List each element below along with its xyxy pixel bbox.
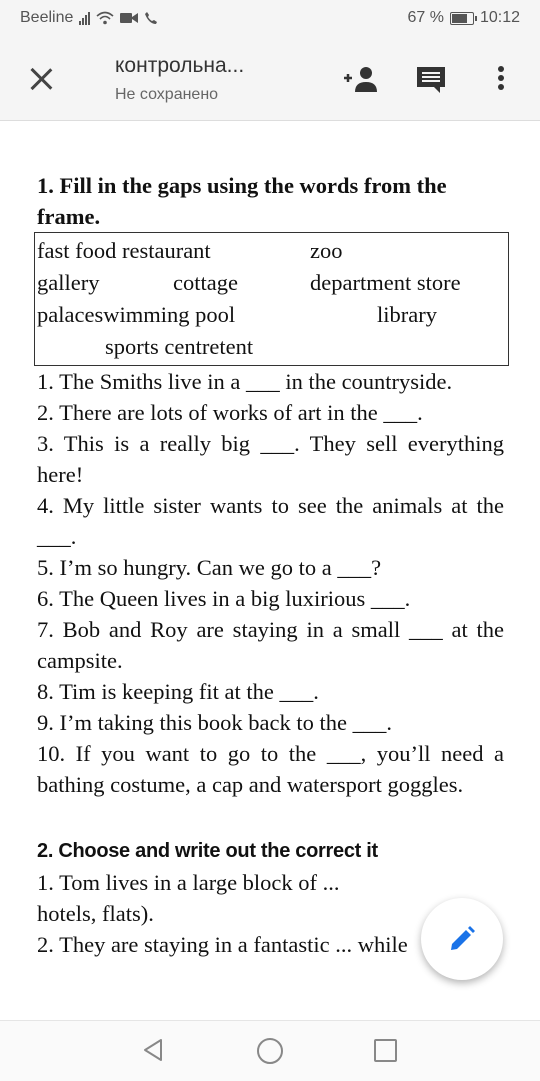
add-person-icon[interactable] <box>342 66 378 92</box>
sentence: 4. My little sister wants to see the animals at the ___. <box>37 493 504 549</box>
frame-word: library <box>377 302 437 327</box>
save-status: Не сохранено <box>115 86 219 103</box>
sentence: 1. The Smiths live in a ___ in the countryside. <box>37 369 453 394</box>
sentence: 6. The Queen lives in a big luxirious ___. <box>37 586 411 611</box>
sentence: 2. There are lots of works of art in the ___. <box>37 400 423 425</box>
clock: 10:12 <box>479 9 520 26</box>
battery-percent: 67 % <box>407 9 444 26</box>
home-icon[interactable] <box>257 1038 283 1064</box>
frame-word: fast food restaurant <box>37 238 211 263</box>
carrier-label: Beeline <box>20 9 74 26</box>
frame-word: department store <box>310 270 461 295</box>
sentence: 7. Bob and Roy are staying in a small ___ at the campsite. <box>37 617 504 673</box>
frame-word: palaceswimming pool <box>37 302 236 327</box>
signal-icon <box>79 11 90 25</box>
wifi-icon <box>96 11 114 25</box>
back-icon[interactable] <box>142 1038 164 1062</box>
edit-pencil-icon <box>449 926 475 952</box>
task-1-heading: 1. Fill in the gaps using the words from the frame. <box>37 173 447 229</box>
sentence: 9. I’m taking this book back to the ___. <box>37 710 392 735</box>
status-bar <box>0 0 540 38</box>
frame-word: cottage <box>173 270 238 295</box>
phone-icon <box>144 11 158 25</box>
sentence: 1. Tom lives in a large block of ... <box>37 870 340 895</box>
recents-icon[interactable] <box>374 1039 397 1062</box>
app-bar <box>0 38 540 121</box>
video-camera-icon <box>120 12 138 24</box>
frame-word: sports centretent <box>105 334 254 359</box>
document-title: контрольна... <box>115 54 245 77</box>
sentence: 3. This is a really big ___. They sell everything here! <box>37 431 504 487</box>
system-nav-bar <box>0 1020 540 1081</box>
more-vert-icon[interactable] <box>496 66 506 94</box>
word-frame <box>34 232 509 366</box>
sentence: 2. They are staying in a fantastic ... while <box>37 932 408 957</box>
frame-word: zoo <box>310 238 343 263</box>
edit-button[interactable] <box>421 898 503 980</box>
close-icon[interactable] <box>28 66 54 92</box>
sentence: hotels, flats). <box>37 901 154 926</box>
task-2-heading: 2. Choose and write out the correct it <box>37 840 378 862</box>
sentence: 8. Tim is keeping fit at the ___. <box>37 679 319 704</box>
document-body[interactable] <box>37 170 504 960</box>
frame-word: gallery <box>37 270 100 295</box>
sentence: 5. I’m so hungry. Can we go to a ___? <box>37 555 382 580</box>
sentence: 10. If you want to go to the ___, you’ll need a bathing costume, a cap and watersport goggles. <box>37 741 504 797</box>
battery-icon <box>450 12 474 25</box>
comment-icon[interactable] <box>416 66 446 94</box>
